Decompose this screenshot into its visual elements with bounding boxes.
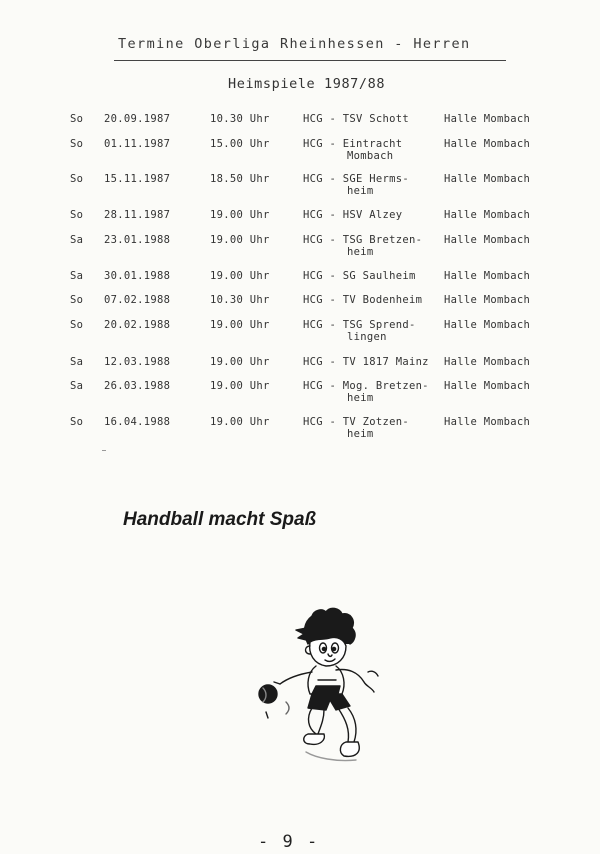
match-cell <box>303 270 416 282</box>
match-text-cont: heim <box>347 246 374 258</box>
match-text: HCG - TV Bodenheim <box>303 294 423 306</box>
match-text-cont: heim <box>347 392 374 404</box>
time-cell: 10.30 Uhr <box>210 294 270 306</box>
time-cell: 18.50 Uhr <box>210 173 270 185</box>
match-cell <box>303 209 402 221</box>
day-cell: So <box>70 138 84 150</box>
day-cell: Sa <box>70 380 84 392</box>
date-cell: 28.11.1987 <box>104 209 171 221</box>
date-cell: 01.11.1987 <box>104 138 171 150</box>
day-cell: Sa <box>70 234 84 246</box>
match-text: HCG - TV Zotzen- <box>303 416 409 428</box>
match-text: HCG - TV 1817 Mainz <box>303 356 429 368</box>
day-cell: So <box>70 173 84 185</box>
venue-cell: Halle Mombach <box>444 356 531 368</box>
match-text-cont: heim <box>347 185 374 197</box>
match-text-cont: Mombach <box>347 150 394 162</box>
match-text-cont: heim <box>347 428 374 440</box>
time-cell: 15.00 Uhr <box>210 138 270 150</box>
time-cell: 10.30 Uhr <box>210 113 270 125</box>
match-text: HCG - Mog. Bretzen- <box>303 380 429 392</box>
match-cell <box>303 416 409 440</box>
time-cell: 19.00 Uhr <box>210 209 270 221</box>
date-cell: 26.03.1988 <box>104 380 171 392</box>
venue-cell: Halle Mombach <box>444 173 531 185</box>
day-cell: Sa <box>70 270 84 282</box>
date-cell: 23.01.1988 <box>104 234 171 246</box>
match-text: HCG - SGE Herms- <box>303 173 409 185</box>
page-number: - 9 - <box>258 832 320 852</box>
header-underline <box>114 60 506 61</box>
venue-cell: Halle Mombach <box>444 416 531 428</box>
handball-player-drawing <box>246 602 396 782</box>
time-cell: 19.00 Uhr <box>210 416 270 428</box>
venue-cell: Halle Mombach <box>444 294 531 306</box>
match-cell <box>303 356 429 368</box>
match-cell <box>303 319 416 343</box>
schedule-title: Heimspiele 1987/88 <box>228 76 386 92</box>
venue-cell: Halle Mombach <box>444 270 531 282</box>
time-cell: 19.00 Uhr <box>210 319 270 331</box>
match-cell <box>303 113 409 125</box>
page-header: Termine Oberliga Rheinhessen - Herren <box>118 36 471 52</box>
venue-cell: Halle Mombach <box>444 138 531 150</box>
time-cell: 19.00 Uhr <box>210 234 270 246</box>
match-text: HCG - TSV Schott <box>303 113 409 125</box>
match-text: HCG - TSG Bretzen- <box>303 234 423 246</box>
venue-cell: Halle Mombach <box>444 380 531 392</box>
match-text: HCG - TSG Sprend- <box>303 319 416 331</box>
handball-player-illustration <box>246 602 396 782</box>
day-cell: So <box>70 416 84 428</box>
date-cell: 12.03.1988 <box>104 356 171 368</box>
date-cell: 20.02.1988 <box>104 319 171 331</box>
match-cell <box>303 234 422 258</box>
venue-cell: Halle Mombach <box>444 113 531 125</box>
date-cell: 07.02.1988 <box>104 294 171 306</box>
time-cell: 19.00 Uhr <box>210 270 270 282</box>
match-text: HCG - Eintracht <box>303 138 403 150</box>
venue-cell: Halle Mombach <box>444 234 531 246</box>
date-cell: 30.01.1988 <box>104 270 171 282</box>
match-text: HCG - HSV Alzey <box>303 209 403 221</box>
match-cell <box>303 294 422 306</box>
venue-cell: Halle Mombach <box>444 209 531 221</box>
day-cell: Sa <box>70 356 84 368</box>
day-cell: So <box>70 319 84 331</box>
day-cell: So <box>70 209 84 221</box>
date-cell: 16.04.1988 <box>104 416 171 428</box>
match-cell <box>303 173 409 197</box>
day-cell: So <box>70 113 84 125</box>
venue-cell: Halle Mombach <box>444 319 531 331</box>
date-cell: 20.09.1987 <box>104 113 171 125</box>
slogan: Handball macht Spaß <box>123 509 317 530</box>
match-text: HCG - SG Saulheim <box>303 270 416 282</box>
scan-speck <box>102 450 106 451</box>
match-text-cont: lingen <box>347 331 387 343</box>
match-cell <box>303 380 429 404</box>
time-cell: 19.00 Uhr <box>210 380 270 392</box>
day-cell: So <box>70 294 84 306</box>
match-cell <box>303 138 402 162</box>
date-cell: 15.11.1987 <box>104 173 171 185</box>
time-cell: 19.00 Uhr <box>210 356 270 368</box>
